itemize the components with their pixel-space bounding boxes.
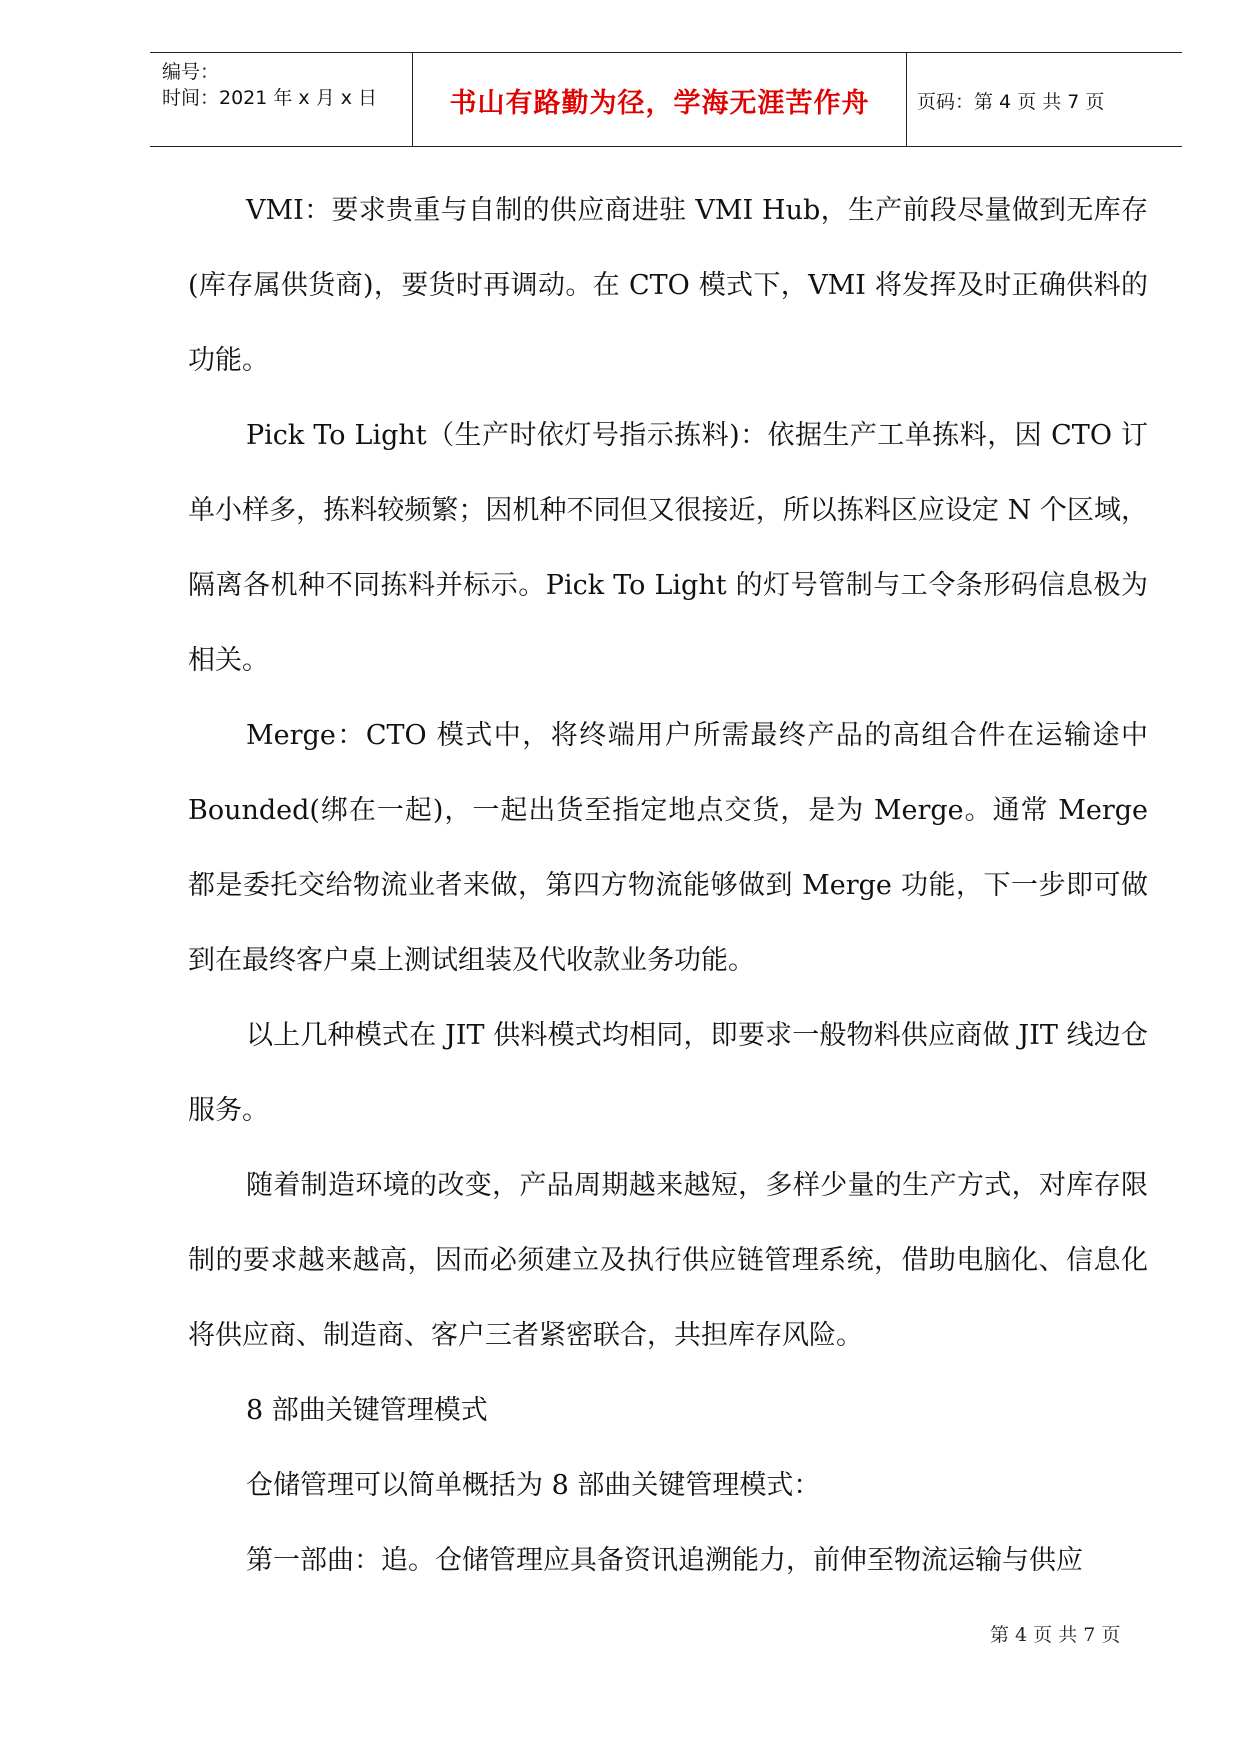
header-page-label: 页码：第 4 页 共 7 页 [917,91,1105,113]
time-label: 时间：2021 年 x 月 x 日 [162,87,378,109]
header-motto-cell [412,53,907,146]
page-header [150,52,1182,147]
paragraph-jit: 以上几种模式在 JIT 供料模式均相同，即要求一般物料供应商做 JIT 线边仓服务。 [188,1020,1148,1126]
paragraph-pick-to-light: Pick To Light（生产时依灯号指示拣料)：依据生产工单拣料，因 CTO 订单小样多，拣料较频繁；因机种不同但又很接近，所以拣料区应设定 N 个区域，隔离各机种不同拣料并标示。Pick To Light 的灯号管制与工令条形码信息极为相关。 [188,420,1148,676]
paragraph-merge: Merge：CTO 模式中，将终端用户所需最终产品的高组合件在运输途中 Bounded(绑在一起)，一起出货至指定地点交货，是为 Merge。通常 Merge 都是委托交给物流业者来做，第四方物流能够做到 Merge 功能，下一步即可做到在最终客户桌上测试组装及代收款业务功能。 [188,720,1148,976]
serial-label: 编号： [162,61,220,83]
header-motto: 书山有路勤为径，学海无涯苦作舟 [449,88,870,119]
page-footer: 第 4 页 共 7 页 [990,1624,1121,1646]
paragraph-8-steps-intro: 仓储管理可以简单概括为 8 部曲关键管理模式： [246,1470,821,1501]
header-info-cell [150,53,412,146]
paragraph-step-one: 第一部曲：追。仓储管理应具备资讯追溯能力，前伸至物流运输与供应 [246,1545,1083,1576]
section-heading-8-steps: 8 部曲关键管理模式 [246,1395,488,1426]
paragraph-environment: 随着制造环境的改变，产品周期越来越短，多样少量的生产方式，对库存限制的要求越来越高，因而必须建立及执行供应链管理系统，借助电脑化、信息化将供应商、制造商、客户三者紧密联合，共担库存风险。 [188,1170,1148,1351]
paragraph-vmi: VMI：要求贵重与自制的供应商进驻 VMI Hub，生产前段尽量做到无库存(库存属供货商)，要货时再调动。在 CTO 模式下，VMI 将发挥及时正确供料的功能。 [188,195,1148,376]
header-page-cell [907,53,1182,146]
